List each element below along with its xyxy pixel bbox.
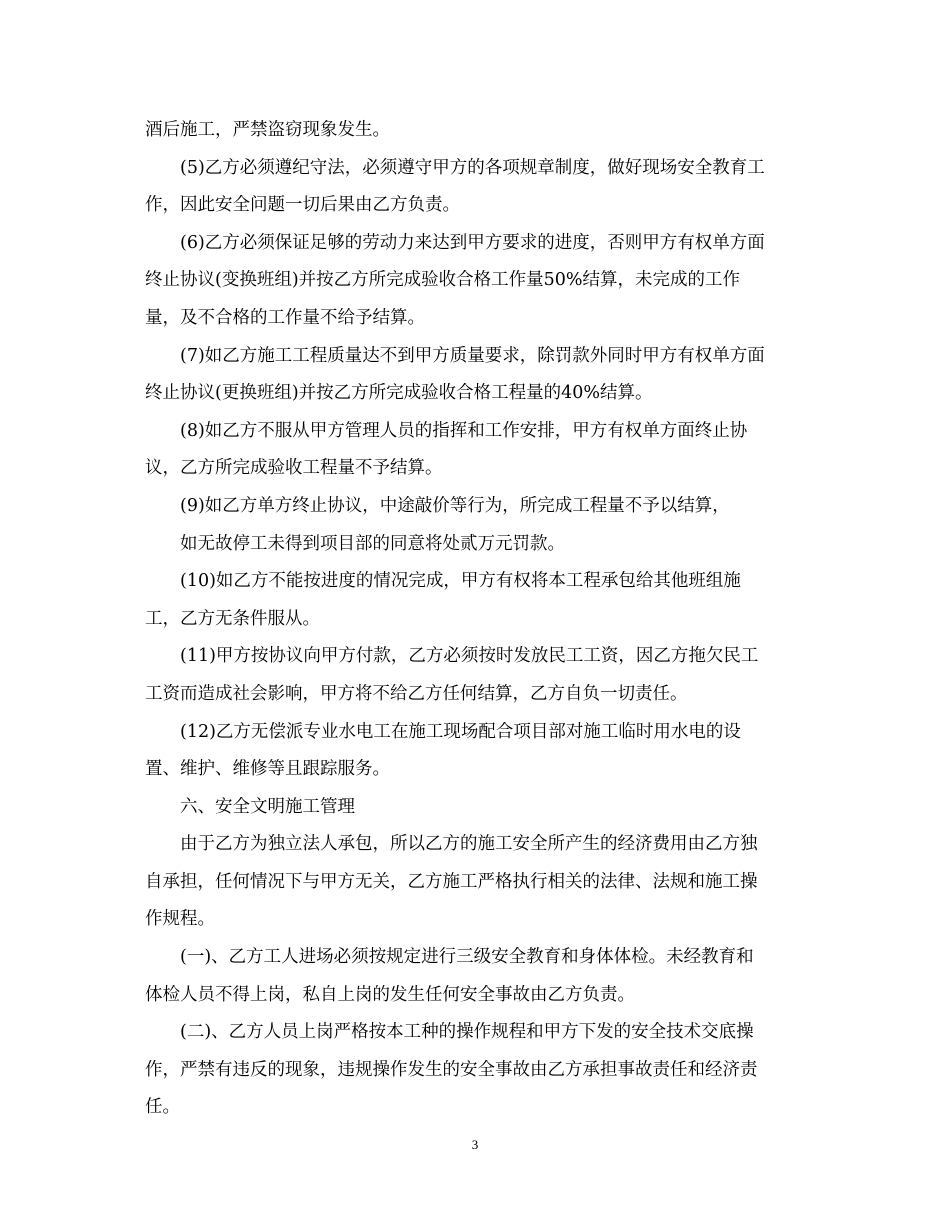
- text-line: 作，严禁有违反的现象，违规操作发生的安全事故由乙方承担事故责任和经济责: [145, 1059, 758, 1080]
- text-line: 作规程。: [145, 909, 215, 930]
- text-line: (9)如乙方单方终止协议，中途敲价等行为，所完成工程量不予以结算，: [180, 495, 730, 516]
- text-line: 酒后施工，严禁盗窃现象发生。: [145, 120, 390, 140]
- text-line: 体检人员不得上岗，私自上岗的发生任何安全事故由乙方负责。: [145, 984, 635, 1005]
- text-line: 任。: [145, 1097, 180, 1118]
- text-line: (二)、乙方人员上岗严格按本工种的操作规程和甲方下发的安全技术交底操: [180, 1022, 754, 1043]
- text-line: (8)如乙方不服从甲方管理人员的指挥和工作安排，甲方有权单方面终止协: [180, 420, 748, 441]
- text-line: (7)如乙方施工工程质量达不到甲方质量要求，除罚款外同时甲方有权单方面: [180, 345, 765, 366]
- text-line: 工，乙方无条件服从。: [145, 608, 320, 629]
- text-line: (6)乙方必须保证足够的劳动力来达到甲方要求的进度，否则甲方有权单方面: [180, 232, 765, 253]
- document-body: [145, 112, 815, 1127]
- text-line: (10)如乙方不能按进度的情况完成，甲方有权将本工程承包给其他班组施: [180, 571, 741, 592]
- text-line: (12)乙方无偿派专业水电工在施工现场配合项目部对施工临时用水电的设: [180, 721, 741, 742]
- text-line: 工资而造成社会影响，甲方将不给乙方任何结算，乙方自负一切责任。: [145, 683, 688, 704]
- text-line: 终止协议(更换班组)并按乙方所完成验收合格工程量的40%结算。: [145, 383, 653, 404]
- text-line: 终止协议(变换班组)并按乙方所完成验收合格工作量50%结算，未完成的工作: [145, 270, 741, 291]
- page-number: 3: [471, 1137, 479, 1152]
- text-line: 自承担，任何情况下与甲方无关，乙方施工严格执行相关的法律、法规和施工操: [145, 871, 758, 892]
- text-line: 量，及不合格的工作量不给予结算。: [145, 307, 425, 328]
- text-line: (一)、乙方工人进场必须按规定进行三级安全教育和身体体检。未经教育和: [180, 947, 754, 968]
- text-line: 六、安全文明施工管理: [180, 796, 355, 817]
- text-line: 置、维护、维修等且跟踪服务。: [145, 759, 390, 780]
- text-line: (11)甲方按协议向甲方付款，乙方必须按时发放民工工资，因乙方拖欠民工: [180, 646, 759, 667]
- text-line: 作，因此安全问题一切后果由乙方负责。: [145, 195, 460, 216]
- text-line: 议，乙方所完成验收工程量不予结算。: [145, 458, 443, 479]
- text-line: 如无故停工未得到项目部的同意将处贰万元罚款。: [180, 533, 565, 554]
- text-line: 由于乙方为独立法人承包，所以乙方的施工安全所产生的经济费用由乙方独: [180, 834, 758, 855]
- text-line: (5)乙方必须遵纪守法，必须遵守甲方的各项规章制度，做好现场安全教育工: [180, 157, 765, 178]
